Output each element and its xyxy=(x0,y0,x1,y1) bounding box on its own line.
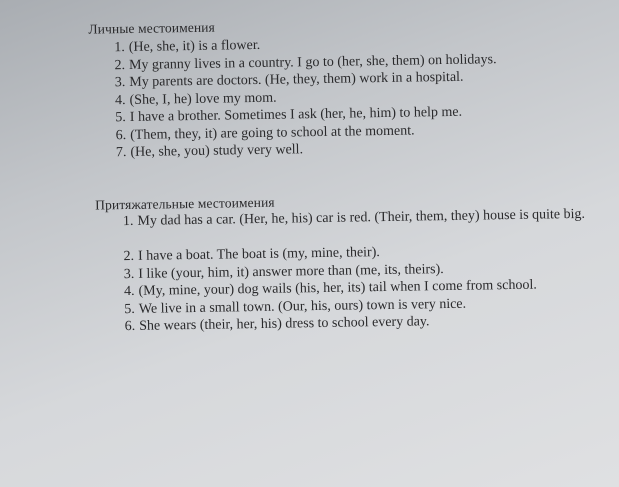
item-number: 4. xyxy=(114,92,126,108)
item-number: 6. xyxy=(124,318,136,335)
item-number: 5. xyxy=(115,110,126,126)
possessive-pronouns-list xyxy=(122,206,589,336)
section-title-possessive-pronouns: Притяжательные местоимения xyxy=(95,194,275,213)
item-text: I like (your, him, it) answer more than (me, its, theirs). xyxy=(138,261,444,282)
item-text: My granny lives in a country. I go to (her, she, them) on holidays. xyxy=(128,51,497,73)
item-text: (He, she, you) study very well. xyxy=(130,142,304,160)
personal-pronouns-list xyxy=(114,33,498,161)
item-text: She wears (their, her, his) dress to school every day. xyxy=(139,314,430,334)
item-number: 1. xyxy=(122,213,134,230)
item-number: 4. xyxy=(123,283,135,300)
item-number: 1. xyxy=(114,40,125,56)
item-text: (She, I, he) love my mom. xyxy=(129,90,277,108)
item-text: (He, she, it) is a flower. xyxy=(128,37,261,55)
item-text: I have a brother. Sometimes I ask (her, he, him) to help me. xyxy=(129,104,463,125)
item-text: We live in a small town. (Our, his, ours) town is very nice. xyxy=(138,296,467,317)
item-text: I have a boat. The boat is (my, mine, their). xyxy=(137,245,380,264)
section-title-personal-pronouns: Личные местоимения xyxy=(88,19,215,37)
item-number: 3. xyxy=(123,266,135,282)
item-number: 3. xyxy=(114,75,126,91)
item-number: 5. xyxy=(124,301,135,317)
item-text: (My, mine, your) dog wails (his, her, its) tail when I come from school. xyxy=(138,277,537,299)
item-number: 6. xyxy=(115,127,127,143)
item-number: 7. xyxy=(115,145,127,161)
item-text: (Them, they, it) are going to school at the moment. xyxy=(130,123,415,143)
item-number: 2. xyxy=(123,248,135,265)
item-number: 2. xyxy=(114,57,126,73)
item-text: My dad has a car. (Her, he, his) car is red. (Their, them, they) house is quite big. xyxy=(137,206,586,229)
item-text: My parents are doctors. (He, they, them) work in a hospital. xyxy=(129,69,464,90)
